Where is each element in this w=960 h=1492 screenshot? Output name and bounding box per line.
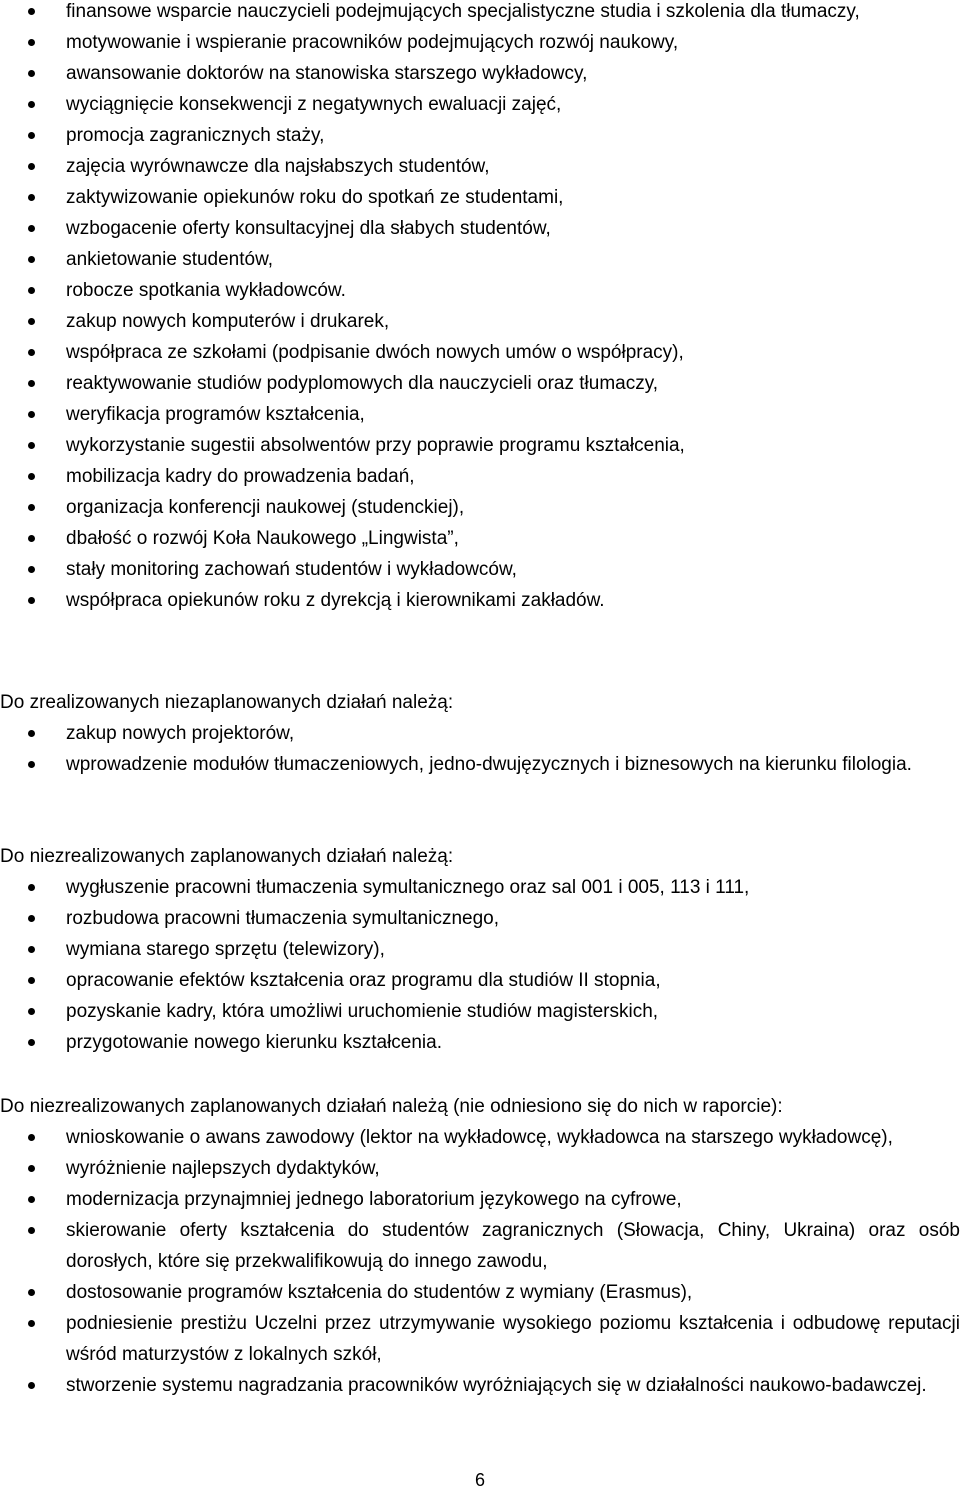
bullet-list-unplanned-realized — [0, 718, 960, 780]
list-item — [0, 903, 960, 934]
bullet-icon — [28, 473, 35, 480]
bullet-icon — [28, 349, 35, 356]
bullet-icon — [28, 504, 35, 511]
list-item — [0, 0, 960, 27]
bullet-icon — [28, 1196, 35, 1203]
bullet-list-planned-unrealized — [0, 872, 960, 1058]
list-item — [0, 554, 960, 585]
bullet-icon — [28, 1320, 35, 1327]
bullet-icon — [28, 1289, 35, 1296]
list-item — [0, 1277, 960, 1308]
list-item-text: wprowadzenie modułów tłumaczeniowych, jedno-dwujęzycznych i biznesowych na kierunku filologia. — [66, 754, 912, 775]
list-item-text: robocze spotkania wykładowców. — [66, 280, 346, 301]
bullet-icon — [28, 225, 35, 232]
bullet-icon — [28, 8, 35, 15]
list-item — [0, 1215, 960, 1277]
list-item-text: awansowanie doktorów na stanowiska starszego wykładowcy, — [66, 63, 588, 84]
list-item-text: weryfikacja programów kształcenia, — [66, 404, 365, 425]
bullet-list-planned-actions — [0, 0, 960, 616]
list-item — [0, 306, 960, 337]
list-item — [0, 965, 960, 996]
bullet-icon — [28, 977, 35, 984]
bullet-icon — [28, 70, 35, 77]
bullet-icon — [28, 101, 35, 108]
list-item-text: wnioskowanie o awans zawodowy (lektor na wykładowcę, wykładowca na starszego wykładowcę), — [66, 1127, 893, 1148]
list-item-text: wygłuszenie pracowni tłumaczenia symultanicznego oraz sal 001 i 005, 113 i 111, — [66, 877, 750, 898]
bullet-icon — [28, 318, 35, 325]
list-item-text: zaktywizowanie opiekunów roku do spotkań ze studentami, — [66, 187, 564, 208]
list-item-text: ankietowanie studentów, — [66, 249, 274, 270]
bullet-icon — [28, 1039, 35, 1046]
bullet-icon — [28, 1008, 35, 1015]
section-heading-planned-unrealized: Do niezrealizowanych zaplanowanych działań należą: — [0, 846, 454, 867]
list-item-text: zakup nowych projektorów, — [66, 723, 295, 744]
list-item-text: dostosowanie programów kształcenia do studentów z wymiany (Erasmus), — [66, 1282, 693, 1303]
list-item — [0, 89, 960, 120]
list-item — [0, 337, 960, 368]
list-item — [0, 182, 960, 213]
list-item-text: opracowanie efektów kształcenia oraz programu dla studiów II stopnia, — [66, 970, 661, 991]
list-item-text: wzbogacenie oferty konsultacyjnej dla słabych studentów, — [66, 218, 551, 239]
bullet-icon — [28, 1165, 35, 1172]
bullet-icon — [28, 442, 35, 449]
list-item — [0, 120, 960, 151]
section-heading-unreported: Do niezrealizowanych zaplanowanych działań należą (nie odniesiono się do nich w raporcie): — [0, 1096, 783, 1117]
bullet-icon — [28, 946, 35, 953]
list-item-text: wykorzystanie sugestii absolwentów przy poprawie programu kształcenia, — [66, 435, 685, 456]
list-item-text: motywowanie i wspieranie pracowników podejmujących rozwój naukowy, — [66, 32, 679, 53]
list-item — [0, 996, 960, 1027]
list-item-text: współpraca ze szkołami (podpisanie dwóch nowych umów o współpracy), — [66, 342, 684, 363]
list-item — [0, 368, 960, 399]
list-item-text: stworzenie systemu nagradzania pracowników wyróżniających się w działalności naukowo-badawczej. — [66, 1375, 927, 1396]
list-item-text: pozyskanie kadry, która umożliwi uruchomienie studiów magisterskich, — [66, 1001, 659, 1022]
list-item — [0, 585, 960, 616]
bullet-icon — [28, 597, 35, 604]
bullet-icon — [28, 884, 35, 891]
bullet-icon — [28, 194, 35, 201]
bullet-icon — [28, 761, 35, 768]
bullet-icon — [28, 915, 35, 922]
list-item — [0, 213, 960, 244]
list-item — [0, 399, 960, 430]
list-item — [0, 27, 960, 58]
list-item-text: promocja zagranicznych staży, — [66, 125, 325, 146]
list-item — [0, 151, 960, 182]
list-item — [0, 430, 960, 461]
bullet-icon — [28, 411, 35, 418]
bullet-icon — [28, 39, 35, 46]
list-item-text: podniesienie prestiżu Uczelni przez utrzymywanie wysokiego poziomu kształcenia i odbudowę reputacji wśród maturzystów z lokalnych szkół, — [66, 1313, 960, 1365]
bullet-icon — [28, 256, 35, 263]
section-heading-unplanned-realized: Do zrealizowanych niezaplanowanych działań należą: — [0, 692, 454, 713]
bullet-icon — [28, 730, 35, 737]
bullet-icon — [28, 163, 35, 170]
list-item — [0, 872, 960, 903]
bullet-icon — [28, 287, 35, 294]
bullet-icon — [28, 566, 35, 573]
bullet-icon — [28, 1382, 35, 1389]
list-item-text: finansowe wsparcie nauczycieli podejmujących specjalistyczne studia i szkolenia dla tłumaczy, — [66, 1, 860, 22]
list-item-text: mobilizacja kadry do prowadzenia badań, — [66, 466, 415, 487]
bullet-icon — [28, 1134, 35, 1141]
list-item — [0, 58, 960, 89]
bullet-list-unreported — [0, 1122, 960, 1401]
list-item-text: stały monitoring zachowań studentów i wykładowców, — [66, 559, 517, 580]
list-item-text: wyróżnienie najlepszych dydaktyków, — [66, 1158, 380, 1179]
bullet-icon — [28, 535, 35, 542]
list-item-text: rozbudowa pracowni tłumaczenia symultanicznego, — [66, 908, 500, 929]
list-item-text: modernizacja przynajmniej jednego laboratorium językowego na cyfrowe, — [66, 1189, 682, 1210]
list-item-text: organizacja konferencji naukowej (studenckiej), — [66, 497, 465, 518]
list-item — [0, 1184, 960, 1215]
list-item-text: wymiana starego sprzętu (telewizory), — [66, 939, 385, 960]
list-item — [0, 1308, 960, 1370]
list-item — [0, 934, 960, 965]
list-item-text: przygotowanie nowego kierunku kształcenia. — [66, 1032, 442, 1053]
list-item — [0, 1027, 960, 1058]
list-item-text: reaktywowanie studiów podyplomowych dla nauczycieli oraz tłumaczy, — [66, 373, 659, 394]
bullet-icon — [28, 380, 35, 387]
list-item-text: dbałość o rozwój Koła Naukowego „Lingwista”, — [66, 528, 459, 549]
list-item-text: zakup nowych komputerów i drukarek, — [66, 311, 390, 332]
list-item — [0, 492, 960, 523]
bullet-icon — [28, 1227, 35, 1234]
list-item — [0, 244, 960, 275]
list-item-text: zajęcia wyrównawcze dla najsłabszych studentów, — [66, 156, 490, 177]
page-number: 6 — [474, 1470, 485, 1490]
list-item-text: wyciągnięcie konsekwencji z negatywnych ewaluacji zajęć, — [66, 94, 562, 115]
bullet-icon — [28, 132, 35, 139]
list-item-text: współpraca opiekunów roku z dyrekcją i kierownikami zakładów. — [66, 590, 605, 611]
list-item — [0, 749, 960, 780]
list-item — [0, 1122, 960, 1153]
list-item-text: skierowanie oferty kształcenia do studentów zagranicznych (Słowacja, Chiny, Ukraina) oraz osób dorosłych, które się przekwalifikowują do innego zawodu, — [66, 1220, 960, 1272]
list-item — [0, 461, 960, 492]
list-item — [0, 1153, 960, 1184]
list-item — [0, 718, 960, 749]
list-item — [0, 275, 960, 306]
list-item — [0, 523, 960, 554]
list-item — [0, 1370, 960, 1401]
